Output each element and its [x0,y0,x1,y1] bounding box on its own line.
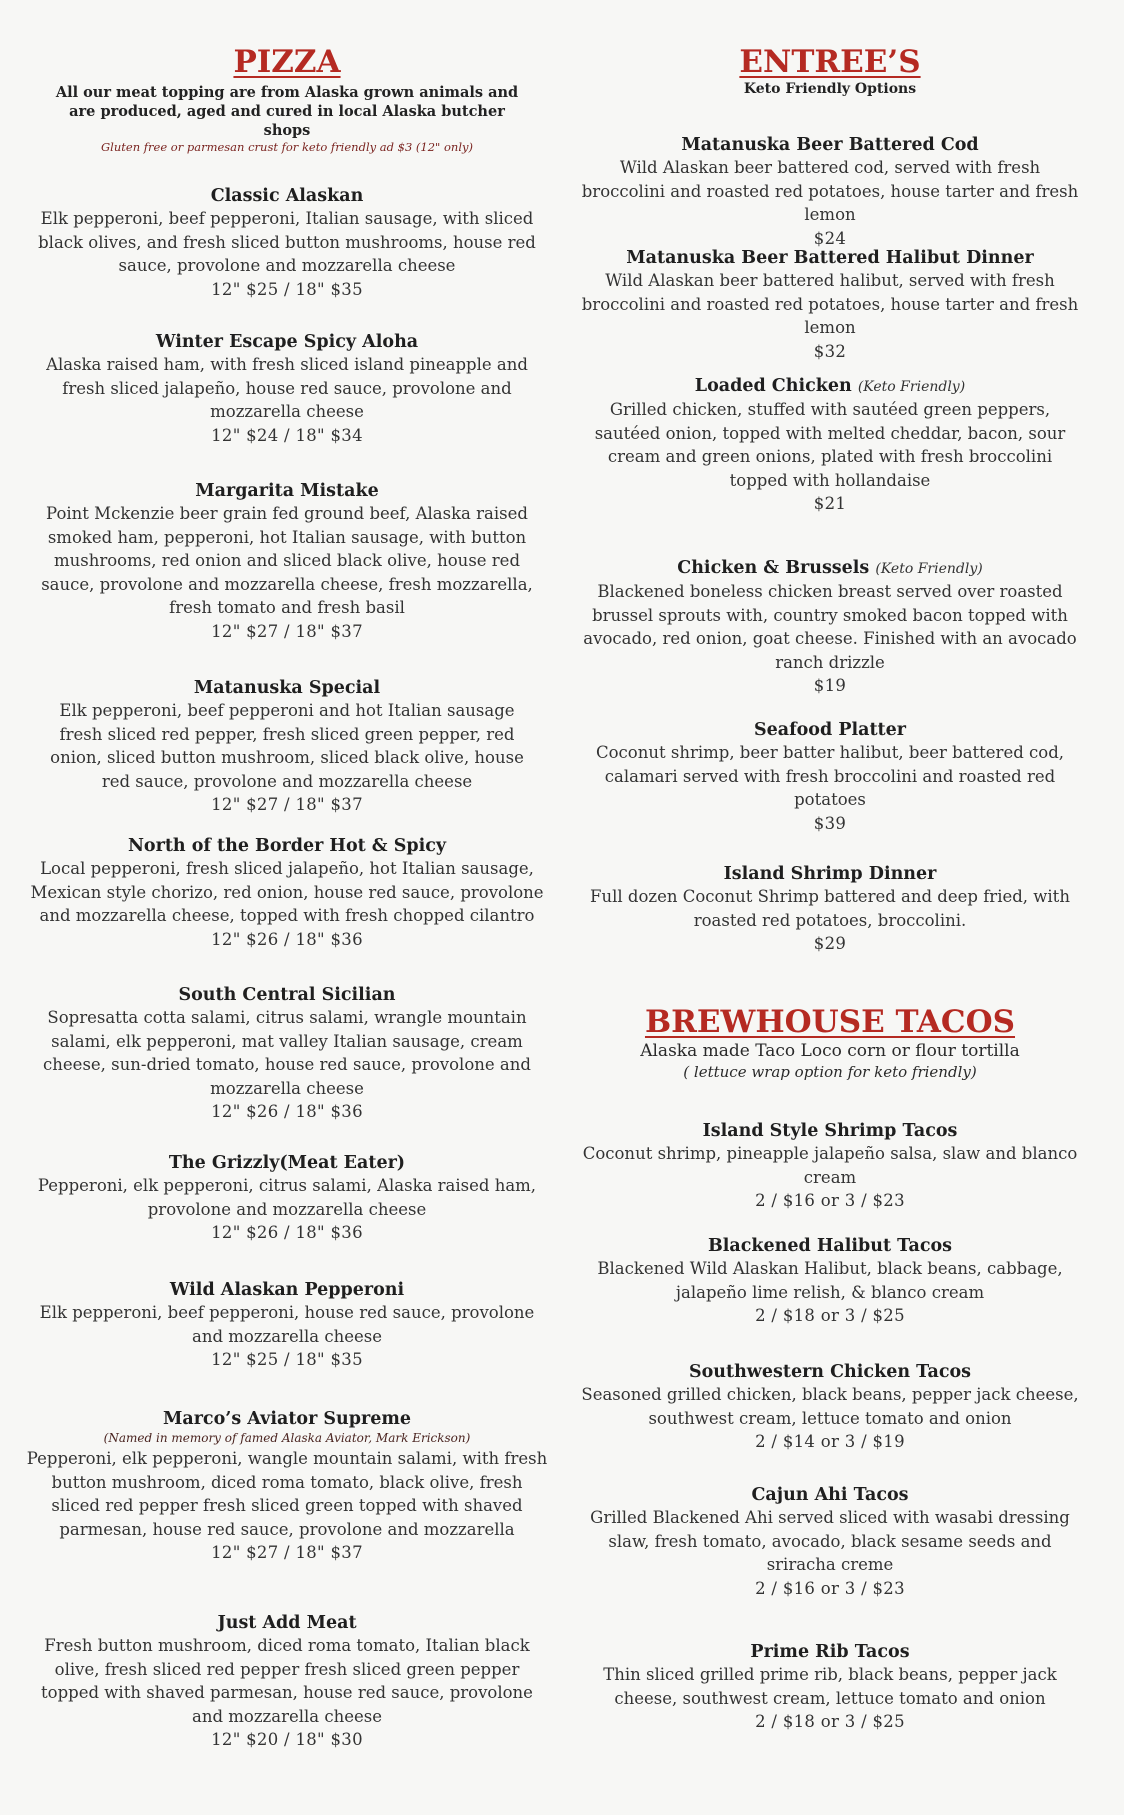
menu-item [566,1361,1094,1454]
menu-item [566,1120,1094,1213]
item-name [566,557,1094,580]
item-name: Winter Escape Spicy Aloha [155,332,419,352]
menu-item [22,677,552,817]
item-price: 2 / $18 or 3 / $25 [755,1306,905,1325]
menu-item [566,863,1094,956]
menu-item [22,331,552,447]
tacos-header [566,1004,1094,1082]
item-name: Classic Alaskan [210,186,364,206]
item-description: Blackened Wild Alaskan Halibut, black beans, cabbage, jalapeño lime relish, & blanco cream [597,1259,1063,1302]
item-description: Full dozen Coconut Shrimp battered and deep fried, with roasted red potatoes, broccolini. [590,887,1070,930]
item-price: 12" $24 / 18" $34 [211,425,363,445]
item-name: Matanuska Special [193,678,381,698]
item-description: Wild Alaskan beer battered halibut, served with fresh broccolini and roasted red potatoes, house tarter and fresh lemon [581,271,1079,337]
item-description: Grilled Blackened Ahi served sliced with wasabi dressing slaw, fresh tomato, avocado, black sesame seeds and sriracha creme [590,1508,1070,1574]
tacos-subtitle: Alaska made Taco Loco corn or flour tortilla [640,1041,1020,1061]
item-description: Pepperoni, elk pepperoni, citrus salami, Alaska raised ham, provolone and mozzarella cheese [37,1176,537,1219]
item-description: Elk pepperoni, beef pepperoni, Italian sausage, with sliced black olives, and fresh sliced button mushrooms, house red sauce, provolone and mozzarella cheese [38,209,536,275]
item-name: Matanuska Beer Battered Halibut Dinner [626,248,1034,268]
item-price: 2 / $18 or 3 / $25 [755,1712,905,1731]
item-name: Just Add Meat [217,1613,357,1633]
menu-item [566,719,1094,835]
menu-item [22,185,552,301]
menu-item [566,1641,1094,1734]
item-name-text: Chicken & Brussels [677,558,870,578]
item-price: 12" $26 / 18" $36 [211,1102,363,1121]
item-price: 2 / $14 or 3 / $19 [755,1432,905,1451]
item-description: Coconut shrimp, pineapple jalapeño salsa, slaw and blanco cream [582,1144,1078,1187]
tacos-keto-note: ( lettuce wrap option for keto friendly) [683,1063,977,1081]
item-price: 12" $25 / 18" $35 [211,1350,363,1369]
item-name: Southwestern Chicken Tacos [688,1362,972,1382]
menu-item [566,375,1094,516]
item-description: Seasoned grilled chicken, black beans, pepper jack cheese, southwest cream, lettuce tomato and onion [581,1385,1079,1428]
menu-item [566,134,1094,250]
pizza-title: PIZZA [233,44,341,80]
entrees-subtitle: Keto Friendly Options [743,81,917,97]
item-name: Seafood Platter [754,720,906,740]
item-description: Thin sliced grilled prime rib, black beans, pepper jack cheese, southwest cream, lettuce tomato and onion [603,1665,1057,1708]
pizza-sourcing-note: All our meat topping are from Alaska grown animals and are produced, aged and cured in local Alaska butcher shops [55,84,519,139]
pizza-crust-note: Gluten free or parmesan crust for keto friendly ad $3 (12" only) [101,140,473,154]
item-description: Point Mckenzie beer grain fed ground beef, Alaska raised smoked ham, pepperoni, hot Italian sausage, with button mushrooms, red onion and sliced black olive, house red sauce, provolone and mozzarella cheese, fresh mozzarella, fresh tomato and fresh basil [41,504,533,617]
item-name: Marco’s Aviator Supreme [163,1409,411,1429]
pizza-header [22,44,552,155]
item-price: $24 [813,228,847,248]
keto-friendly-tag: (Keto Friendly) [857,379,966,395]
menu-item [22,480,552,643]
menu-item [566,557,1094,698]
item-description: Pepperoni, elk pepperoni, wangle mountain salami, with fresh button mushroom, diced roma tomato, black olive, fresh sliced red pepper fresh sliced green topped with shaved parmesan, house red sauce, provolone and mozzarella [26,1449,548,1539]
tacos-title: BREWHOUSE TACOS [644,1004,1016,1040]
item-description: Local pepperoni, fresh sliced jalapeño, hot Italian sausage, Mexican style chorizo, red onion, house red sauce, provolone and mozzarella cheese, topped with fresh chopped cilantro [30,859,544,925]
item-name: Margarita Mistake [195,481,379,501]
item-price: $21 [813,494,847,513]
item-name [566,375,1094,398]
menu-item [22,835,552,951]
item-description: Wild Alaskan beer battered cod, served with fresh broccolini and roasted red potatoes, house tarter and fresh lemon [581,158,1079,224]
item-description: Sopresatta cotta salami, citrus salami, wrangle mountain salami, elk pepperoni, mat valley Italian sausage, cream cheese, sun-dried tomato, house red sauce, provolone and mozzarella cheese [43,1008,531,1098]
item-name: Prime Rib Tacos [750,1642,910,1662]
item-name: Island Style Shrimp Tacos [702,1121,958,1141]
item-price: $39 [813,813,847,833]
item-name: Island Shrimp Dinner [723,864,937,884]
item-price: 12" $26 / 18" $36 [211,929,363,949]
item-name: The Grizzly(Meat Eater) [168,1153,406,1173]
item-price: 12" $27 / 18" $37 [211,795,363,814]
entrees-header [566,44,1094,98]
item-description: Elk pepperoni, beef pepperoni and hot Italian sausage fresh sliced red pepper, fresh sliced green pepper, red onion, sliced button mushroom, sliced black olive, house red sauce, provolone and mozzarella cheese [50,701,524,791]
menu-item [22,1612,552,1752]
item-price: 12" $26 / 18" $36 [211,1223,363,1242]
menu-item [566,247,1094,363]
item-price: 12" $20 / 18" $30 [211,1730,363,1749]
item-description: Alaska raised ham, with fresh sliced island pineapple and fresh sliced jalapeño, house red sauce, provolone and mozzarella cheese [46,355,528,421]
item-price: 12" $27 / 18" $37 [211,1543,363,1562]
item-description: Fresh button mushroom, diced roma tomato, Italian black olive, fresh sliced red pepper fresh sliced green pepper topped with shaved parmesan, house red sauce, provolone and mozzarella cheese [41,1636,533,1726]
item-name: North of the Border Hot & Spicy [127,836,447,856]
item-description: Blackened boneless chicken breast served over roasted brussel sprouts with, country smoked bacon topped with avocado, red onion, goat cheese. Finished with an avocado ranch drizzle [583,582,1077,672]
item-name: Wild Alaskan Pepperoni [169,1280,405,1300]
item-price: $29 [813,934,847,953]
item-name: Blackened Halibut Tacos [707,1236,953,1256]
item-price: 2 / $16 or 3 / $23 [755,1191,905,1210]
item-name: Matanuska Beer Battered Cod [681,135,979,155]
item-description: Coconut shrimp, beer batter halibut, beer battered cod, calamari served with fresh broccolini and roasted red potatoes [595,743,1065,809]
item-description: Grilled chicken, stuffed with sautéed green peppers, sautéed onion, topped with melted cheddar, bacon, sour cream and green onions, plated with fresh broccolini topped with hollandaise [594,400,1066,490]
menu-item [566,1484,1094,1600]
item-name: South Central Sicilian [178,985,396,1005]
keto-friendly-tag: (Keto Friendly) [875,561,983,577]
menu-item [22,1279,552,1372]
item-price: $19 [813,676,847,695]
menu-item [22,984,552,1124]
menu-item [22,1408,552,1565]
item-name-text: Loaded Chicken [694,376,852,396]
item-name: Cajun Ahi Tacos [751,1485,909,1505]
item-price: 2 / $16 or 3 / $23 [755,1578,905,1598]
menu-item [566,1235,1094,1328]
item-memorial-note: (Named in memory of famed Alaska Aviator, Mark Erickson) [103,1431,471,1445]
item-description: Elk pepperoni, beef pepperoni, house red sauce, provolone and mozzarella cheese [39,1303,535,1346]
entrees-title: ENTREE’S [739,44,921,80]
item-price: 12" $25 / 18" $35 [211,279,363,299]
menu-item [22,1152,552,1245]
item-price: $32 [813,341,847,361]
item-price: 12" $27 / 18" $37 [211,621,363,641]
